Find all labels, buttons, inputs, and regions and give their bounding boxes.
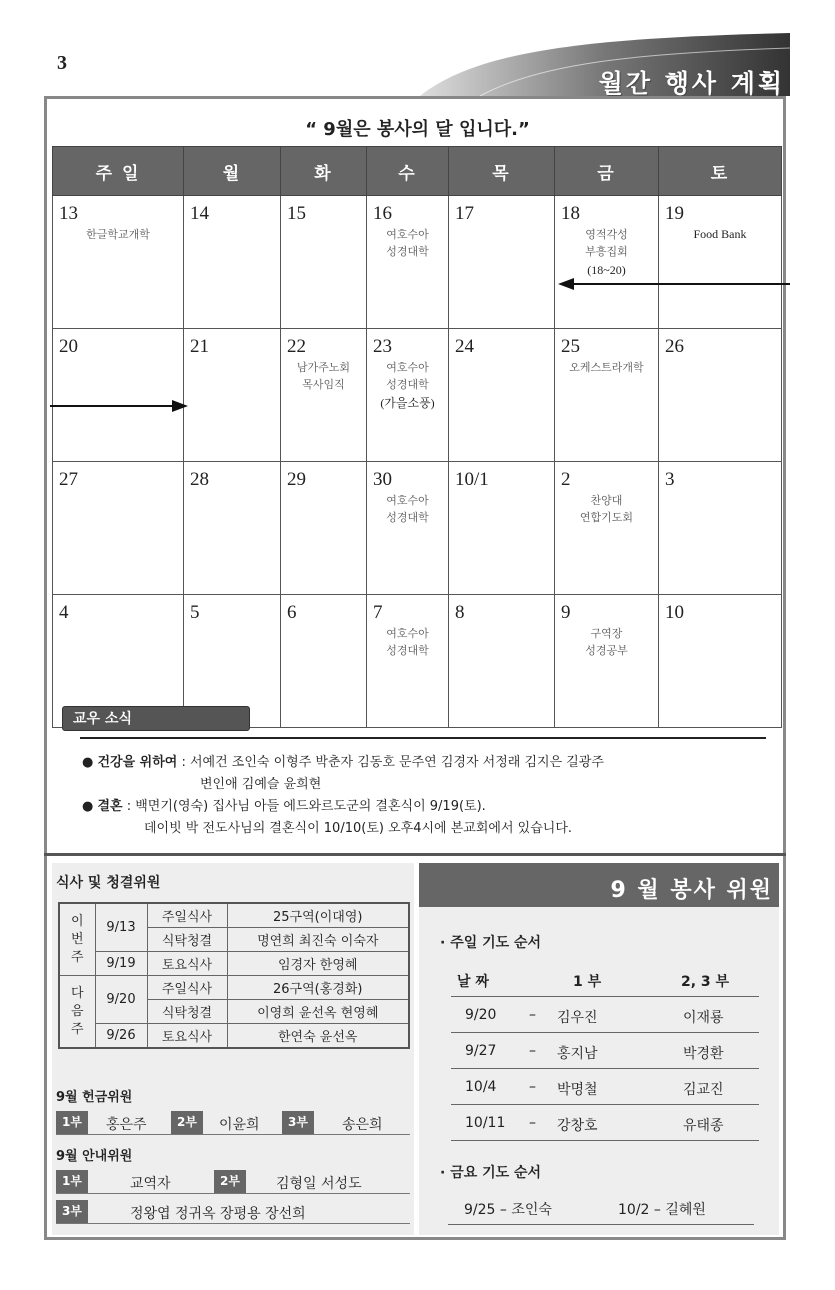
friday-prayer-title: · 금요 기도 순서 xyxy=(440,1165,542,1181)
day-number: 23 xyxy=(373,336,392,357)
col-date: 날 짜 xyxy=(457,974,489,990)
calendar-day xyxy=(449,595,555,728)
calendar-day xyxy=(281,462,367,595)
wedding-line1: : 백면기(영숙) 집사님 아들 에드와르도군의 결혼식이 9/19(토). xyxy=(122,799,486,814)
calendar-day xyxy=(281,196,367,329)
part-tag: 3부 xyxy=(56,1200,88,1223)
prayer-p2: 김교진 xyxy=(683,1082,724,1098)
day-number: 3 xyxy=(665,469,675,490)
usher-p3: 정왕엽 정귀옥 장평용 장선희 xyxy=(130,1206,306,1222)
calendar-day xyxy=(449,329,555,462)
prayer-p1: 강창호 xyxy=(557,1118,598,1134)
prayer-dash: – xyxy=(529,1043,536,1059)
meal-table xyxy=(58,902,410,1049)
month-motto: “ 9월은 봉사의 달 입니다.” xyxy=(305,119,530,140)
service-title: 9 월 봉사 위원 xyxy=(610,878,773,903)
event-line: 여호수아 xyxy=(386,228,429,241)
day-number: 9 xyxy=(561,602,571,623)
event-text xyxy=(373,492,442,526)
table-cell: 식탁청결 xyxy=(147,1000,227,1024)
prayer-dash: – xyxy=(529,1079,536,1095)
calendar-day xyxy=(367,196,449,329)
day-number: 16 xyxy=(373,203,392,224)
weekday-header: 수 xyxy=(367,147,449,196)
table-row xyxy=(59,1024,409,1049)
day-number: 19 xyxy=(665,203,684,224)
prayer-p1: 김우진 xyxy=(557,1010,598,1026)
weekday-header: 주 일 xyxy=(53,147,184,196)
day-number: 29 xyxy=(287,469,306,490)
calendar-day xyxy=(281,595,367,728)
table-cell: 명연희 최진숙 이숙자 xyxy=(227,928,409,952)
calendar-day xyxy=(184,329,281,462)
weekday-header: 금 xyxy=(555,147,659,196)
next-week-label: 다 음 주 xyxy=(59,976,95,1049)
prayer-date: 10/11 xyxy=(465,1115,506,1131)
calendar-day xyxy=(659,196,782,329)
event-text xyxy=(373,359,442,411)
event-line: 여호수아 xyxy=(386,627,429,640)
part-tag: 3부 xyxy=(282,1111,314,1134)
prayer-date: 9/20 xyxy=(465,1007,497,1023)
bullet-icon: ● xyxy=(82,799,94,814)
event-line: (가을소풍) xyxy=(380,396,435,410)
day-number: 2 xyxy=(561,469,571,490)
health-label: 건강을 위하여 xyxy=(97,755,178,770)
prayer-row xyxy=(451,1106,759,1141)
meal-title: 식사 및 청결위원 xyxy=(56,875,161,891)
calendar-day xyxy=(367,462,449,595)
day-number: 8 xyxy=(455,602,465,623)
event-line: 영적각성 xyxy=(585,228,628,241)
arrow-line-left xyxy=(50,405,174,407)
part-tag: 2부 xyxy=(214,1170,246,1193)
prayer-p2: 이재룡 xyxy=(683,1010,724,1026)
news-body xyxy=(82,752,772,840)
calendar-day xyxy=(659,329,782,462)
event-text xyxy=(287,359,360,393)
page-number: 3 xyxy=(57,52,67,74)
usher-p1: 교역자 xyxy=(130,1176,171,1192)
offering-p1: 홍은주 xyxy=(106,1117,147,1133)
event-line: 여호수아 xyxy=(386,361,429,374)
part-tag: 2부 xyxy=(171,1111,203,1134)
event-text xyxy=(561,492,652,526)
calendar-day xyxy=(659,462,782,595)
bullet-icon: ● xyxy=(82,755,94,770)
prayer-row xyxy=(451,998,759,1033)
event-text xyxy=(373,226,442,260)
part-tag: 1부 xyxy=(56,1111,88,1134)
prayer-row xyxy=(451,1034,759,1069)
event-line: 성경대학 xyxy=(386,644,429,657)
event-text xyxy=(561,625,652,659)
prayer-p2: 유태종 xyxy=(683,1118,724,1134)
friday-a: 9/25 – 조인숙 xyxy=(464,1202,552,1218)
calendar-day xyxy=(555,196,659,329)
weekday-header: 화 xyxy=(281,147,367,196)
table-cell: 주일식사 xyxy=(147,903,227,928)
prayer-header-row xyxy=(451,962,759,997)
part-tag: 1부 xyxy=(56,1170,88,1193)
wedding-label: 결혼 xyxy=(97,799,123,814)
prayer-p2: 박경환 xyxy=(683,1046,724,1062)
offering-p3: 송은희 xyxy=(342,1117,383,1133)
day-number: 22 xyxy=(287,336,306,357)
table-cell: 9/20 xyxy=(95,976,147,1024)
calendar-day xyxy=(281,329,367,462)
health-line1: : 서예건 조인숙 이형주 박춘자 김동호 문주연 김경자 서정래 김지은 길광주 xyxy=(177,755,604,770)
offering-row xyxy=(56,1111,410,1135)
event-text xyxy=(561,226,652,278)
calendar-day xyxy=(555,329,659,462)
prayer-date: 9/27 xyxy=(465,1043,497,1059)
event-text xyxy=(665,226,775,242)
event-line: 부흥집회 xyxy=(585,245,628,258)
this-week-label: 이 번 주 xyxy=(59,903,95,976)
health-line2: 변인애 김예슬 윤희현 xyxy=(200,777,322,792)
day-number: 24 xyxy=(455,336,474,357)
event-text xyxy=(59,226,177,243)
calendar-day xyxy=(367,329,449,462)
day-number: 10 xyxy=(665,602,684,623)
day-number: 10/1 xyxy=(455,469,489,490)
usher-title: 9월 안내위원 xyxy=(56,1149,133,1164)
calendar-day xyxy=(555,595,659,728)
day-number: 4 xyxy=(59,602,69,623)
table-cell: 임경자 한영혜 xyxy=(227,952,409,976)
calendar-week xyxy=(53,329,782,462)
table-cell: 이영희 윤선옥 현영혜 xyxy=(227,1000,409,1024)
day-number: 5 xyxy=(190,602,200,623)
day-number: 6 xyxy=(287,602,297,623)
arrow-line-right xyxy=(566,283,790,285)
news-rule xyxy=(80,737,766,739)
day-number: 21 xyxy=(190,336,209,357)
offering-p2: 이윤희 xyxy=(219,1117,260,1133)
header-title: 월간 행사 계획 xyxy=(598,69,785,98)
event-line: 성경대학 xyxy=(386,378,429,391)
offering-title: 9월 헌금위원 xyxy=(56,1090,133,1105)
event-line: 성경대학 xyxy=(386,245,429,258)
table-row xyxy=(59,952,409,976)
table-cell: 식탁청결 xyxy=(147,928,227,952)
table-cell: 9/13 xyxy=(95,903,147,952)
usher-row-2 xyxy=(56,1200,410,1224)
weekday-header: 월 xyxy=(184,147,281,196)
calendar-day xyxy=(367,595,449,728)
table-cell: 9/19 xyxy=(95,952,147,976)
table-cell: 9/26 xyxy=(95,1024,147,1049)
calendar xyxy=(52,146,782,728)
day-number: 27 xyxy=(59,469,78,490)
event-line: 남가주노회 xyxy=(296,361,351,374)
friday-b: 10/2 – 길혜원 xyxy=(618,1202,706,1218)
table-cell: 토요식사 xyxy=(147,1024,227,1049)
day-number: 15 xyxy=(287,203,306,224)
calendar-day xyxy=(184,196,281,329)
table-cell: 한연숙 윤선옥 xyxy=(227,1024,409,1049)
calendar-day xyxy=(449,196,555,329)
event-line: Food Bank xyxy=(693,227,747,241)
event-line: 목사임직 xyxy=(302,378,345,391)
weekday-header: 목 xyxy=(449,147,555,196)
calendar-day xyxy=(449,462,555,595)
table-cell: 토요식사 xyxy=(147,952,227,976)
event-line: 여호수아 xyxy=(386,494,429,507)
day-number: 26 xyxy=(665,336,684,357)
day-number: 13 xyxy=(59,203,78,224)
event-line: 연합기도회 xyxy=(579,511,634,524)
event-line: 성경공부 xyxy=(585,644,628,657)
calendar-week xyxy=(53,462,782,595)
day-number: 25 xyxy=(561,336,580,357)
day-number: 7 xyxy=(373,602,383,623)
calendar-day xyxy=(53,196,184,329)
calendar-week xyxy=(53,196,782,329)
arrowhead-right-icon xyxy=(172,398,188,414)
section-divider xyxy=(44,853,786,856)
event-line: 한글학교개학 xyxy=(86,228,150,241)
table-cell: 25구역(이대영) xyxy=(227,903,409,928)
prayer-row xyxy=(451,1070,759,1105)
prayer-p1: 박명철 xyxy=(557,1082,598,1098)
wedding-line2: 데이빗 박 전도사님의 결혼식이 10/10(토) 오후4시에 본교회에서 있습니다. xyxy=(144,821,573,836)
event-line: 성경대학 xyxy=(386,511,429,524)
news-title: 교우 소식 xyxy=(62,706,250,731)
day-number: 18 xyxy=(561,203,580,224)
day-number: 17 xyxy=(455,203,474,224)
prayer-dash: – xyxy=(529,1115,536,1131)
table-cell: 26구역(홍경화) xyxy=(227,976,409,1000)
friday-row xyxy=(448,1190,754,1225)
day-number: 14 xyxy=(190,203,209,224)
calendar-day xyxy=(184,462,281,595)
prayer-date: 10/4 xyxy=(465,1079,497,1095)
calendar-day xyxy=(53,329,184,462)
day-number: 28 xyxy=(190,469,209,490)
event-text xyxy=(561,359,652,376)
calendar-day xyxy=(555,462,659,595)
col-p1: 1 부 xyxy=(573,974,602,990)
table-row xyxy=(59,976,409,1000)
prayer-p1: 홍지남 xyxy=(557,1046,598,1062)
weekday-header: 토 xyxy=(659,147,782,196)
event-line: 구역장 xyxy=(590,627,623,640)
day-number: 20 xyxy=(59,336,78,357)
calendar-day xyxy=(53,462,184,595)
event-line: (18~20) xyxy=(587,263,626,277)
table-cell: 주일식사 xyxy=(147,976,227,1000)
event-line: 찬양대 xyxy=(590,494,623,507)
usher-p2: 김형일 서성도 xyxy=(276,1176,362,1192)
event-text xyxy=(373,625,442,659)
calendar-day xyxy=(659,595,782,728)
table-row xyxy=(59,903,409,928)
sunday-prayer-title: · 주일 기도 순서 xyxy=(440,935,542,951)
day-number: 30 xyxy=(373,469,392,490)
arrowhead-left-icon xyxy=(558,276,574,292)
col-p23: 2, 3 부 xyxy=(681,974,730,990)
event-line: 오케스트라개학 xyxy=(569,361,644,374)
prayer-dash: – xyxy=(529,1007,536,1023)
usher-row-1 xyxy=(56,1170,410,1194)
